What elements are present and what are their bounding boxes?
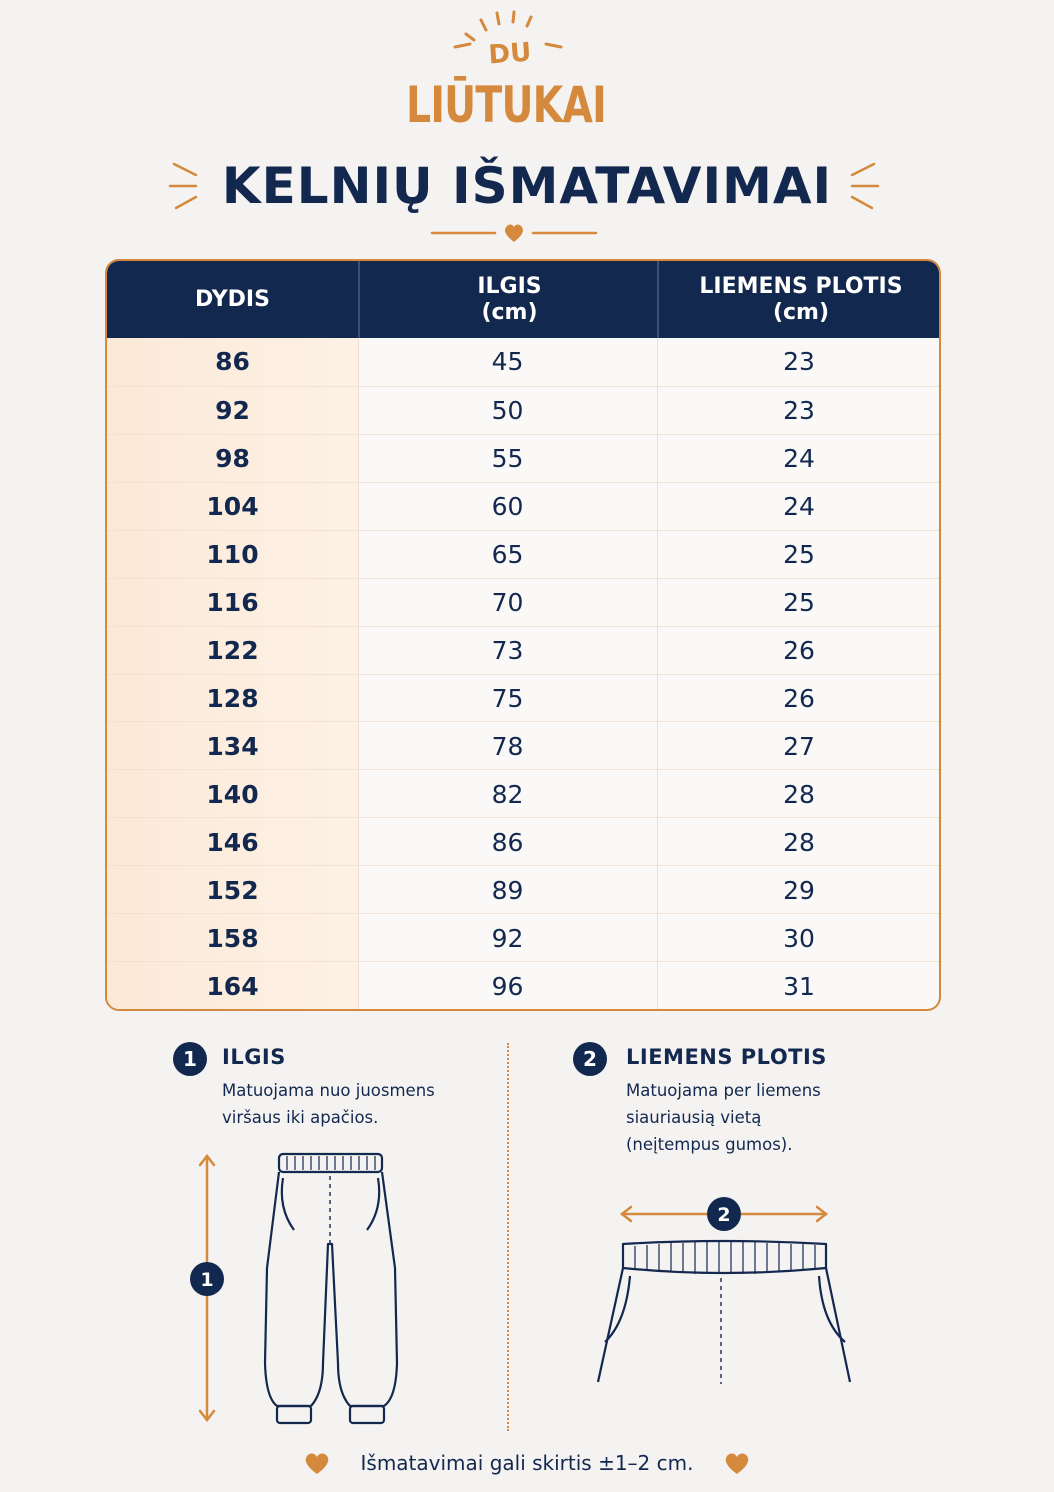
waist-illustration xyxy=(590,1192,870,1392)
length-cell: 70 xyxy=(491,588,524,618)
page-title: KELNIŲ IŠMATAVIMAI xyxy=(221,157,833,215)
title-decoration xyxy=(0,150,1054,250)
waist-cell: 31 xyxy=(783,971,815,1001)
table-row xyxy=(107,434,939,483)
length-cell: 75 xyxy=(491,683,524,713)
pants-illustration xyxy=(170,1148,420,1433)
section1-desc: Matuojama nuo juosmens viršaus iki apačios. xyxy=(222,1081,435,1127)
size-cell: 104 xyxy=(206,492,259,522)
size-cell: 140 xyxy=(206,779,259,809)
waist-cell: 28 xyxy=(783,779,815,809)
length-cell: 60 xyxy=(491,492,524,522)
size-cell: 152 xyxy=(206,875,259,905)
waistband-icon xyxy=(598,1241,850,1384)
table-row xyxy=(107,578,939,627)
length-cell: 92 xyxy=(491,923,524,953)
table-row xyxy=(107,674,939,723)
waist-cell: 28 xyxy=(783,827,815,857)
waist-cell: 24 xyxy=(783,444,815,474)
length-cell: 73 xyxy=(491,636,524,666)
section2-number: 2 xyxy=(573,1042,607,1076)
waist-cell: 24 xyxy=(783,492,815,522)
size-cell: 164 xyxy=(206,971,259,1001)
table-row xyxy=(107,817,939,866)
size-cell: 128 xyxy=(206,683,259,713)
length-marker: 1 xyxy=(200,1269,214,1291)
header-size: DYDIS xyxy=(195,286,270,312)
table-row xyxy=(107,530,939,579)
waist-cell: 23 xyxy=(783,396,815,426)
section1-title: ILGIS xyxy=(222,1045,286,1069)
size-cell: 158 xyxy=(206,923,259,953)
waist-cell: 30 xyxy=(783,923,815,953)
section1-number: 1 xyxy=(173,1042,207,1076)
waist-cell: 27 xyxy=(783,731,815,761)
size-cell: 98 xyxy=(215,444,250,474)
waist-cell: 26 xyxy=(783,636,815,666)
table-row xyxy=(107,961,939,1010)
length-cell: 65 xyxy=(491,540,524,570)
length-cell: 96 xyxy=(491,971,524,1001)
table-row xyxy=(107,482,939,531)
size-cell: 92 xyxy=(215,396,250,426)
section-divider xyxy=(507,1043,509,1431)
footer xyxy=(0,1446,1054,1480)
heart-icon xyxy=(505,224,523,242)
heart-icon xyxy=(303,1450,331,1476)
length-cell: 78 xyxy=(491,731,524,761)
waist-cell: 29 xyxy=(783,875,815,905)
waist-marker: 2 xyxy=(717,1204,731,1226)
sun-rays-icon xyxy=(466,12,531,40)
section2-desc: Matuojama per liemens siauriausią vietą (neįtempus gumos). xyxy=(626,1081,821,1154)
waist-cell: 25 xyxy=(783,540,815,570)
length-cell: 50 xyxy=(491,396,524,426)
table-row xyxy=(107,865,939,914)
header-length: ILGIS (cm) xyxy=(358,261,659,338)
footer-note: Išmatavimai gali skirtis ±1–2 cm. xyxy=(360,1451,694,1475)
pants-icon xyxy=(265,1154,397,1423)
size-cell: 122 xyxy=(206,636,259,666)
size-cell: 116 xyxy=(206,588,259,618)
waist-cell: 25 xyxy=(783,588,815,618)
header-waist: LIEMENS PLOTIS (cm) xyxy=(657,261,941,338)
size-table xyxy=(105,259,941,1011)
table-row xyxy=(107,913,939,962)
brand-line2: LIŪTUKAI xyxy=(406,76,606,134)
brand-logo xyxy=(0,0,1054,140)
table-row xyxy=(107,721,939,770)
length-cell: 89 xyxy=(491,875,524,905)
brand-line1: DU xyxy=(487,37,533,71)
waist-cell: 26 xyxy=(783,683,815,713)
table-row xyxy=(107,626,939,675)
size-cell: 110 xyxy=(206,540,259,570)
size-cell: 86 xyxy=(215,347,250,377)
table-row xyxy=(107,386,939,435)
length-cell: 86 xyxy=(491,827,524,857)
length-cell: 55 xyxy=(491,444,524,474)
heart-icon xyxy=(723,1450,751,1476)
section2-title: LIEMENS PLOTIS xyxy=(626,1045,827,1069)
size-cell: 134 xyxy=(206,731,259,761)
waist-cell: 23 xyxy=(783,347,815,377)
table-header xyxy=(107,261,939,338)
length-cell: 82 xyxy=(491,779,524,809)
size-cell: 146 xyxy=(206,827,259,857)
table-row xyxy=(107,338,939,386)
length-cell: 45 xyxy=(491,347,524,377)
table-row xyxy=(107,769,939,818)
